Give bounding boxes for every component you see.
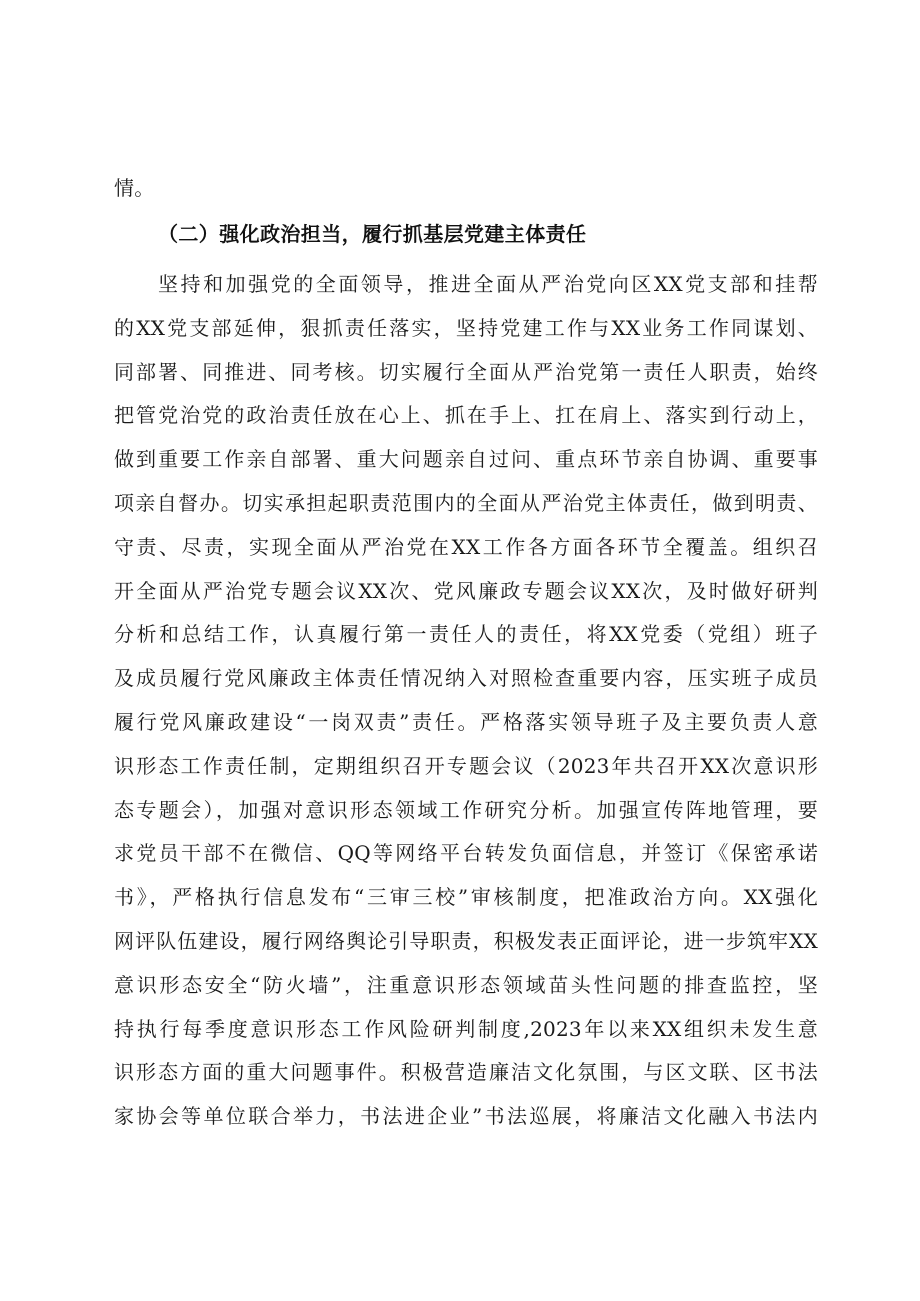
paragraph-line: 态专题会），加强对意识形态领域工作研究分析。加强宣传阵地管理，要: [114, 798, 818, 822]
paragraph-line: 同部署、同推进、同考核。切实履行全面从严治党第一责任人职责，始终: [114, 360, 818, 384]
paragraph-line: 把管党治党的政治责任放在心上、抓在手上、扛在肩上、落实到行动上，: [114, 403, 818, 427]
carryover-line: 情。: [114, 176, 155, 200]
paragraph-line: 书》，严格执行信息发布“三审三校”审核制度，把准政治方向。XX强化: [114, 885, 818, 909]
paragraph-line: 识形态工作责任制，定期组织召开专题会议（2023年共召开XX次意识形: [114, 754, 818, 778]
paragraph-line: 家协会等单位联合举力，书法进企业”书法巡展，将廉洁文化融入书法内: [114, 1104, 818, 1128]
paragraph-line: 开全面从严治党专题会议XX次、党风廉政专题会议XX次，及时做好研判: [114, 579, 818, 603]
paragraph-line: 做到重要工作亲自部署、重大问题亲自过问、重点环节亲自协调、重要事: [114, 447, 818, 471]
paragraph-line: 及成员履行党风廉政主体责任情况纳入对照检查重要内容，压实班子成员: [114, 666, 818, 690]
paragraph-line: 持执行每季度意识形态工作风险研判制度,2023年以来XX组织未发生意: [114, 1017, 818, 1041]
section-heading: （二）强化政治担当，履行抓基层党建主体责任: [158, 222, 587, 246]
paragraph-line: 项亲自督办。切实承担起职责范围内的全面从严治党主体责任，做到明责、: [114, 491, 818, 515]
paragraph-line: 网评队伍建设，履行网络舆论引导职责，积极发表正面评论，进一步筑牢XX: [114, 929, 818, 953]
paragraph-line: 分析和总结工作，认真履行第一责任人的责任，将XX党委（党组）班子: [114, 622, 818, 646]
paragraph-line: 意识形态安全“防火墙”，注重意识形态领域苗头性问题的排查监控，坚: [114, 973, 818, 997]
paragraph-line: 的XX党支部延伸，狠抓责任落实，坚持党建工作与XX业务工作同谋划、: [114, 316, 818, 340]
paragraph-line: 求党员干部不在微信、QQ等网络平台转发负面信息，并签订《保密承诺: [114, 841, 818, 865]
paragraph-line: 坚持和加强党的全面领导，推进全面从严治党向区XX党支部和挂帮: [158, 272, 818, 296]
paragraph-line: 履行党风廉政建设“一岗双责”责任。严格落实领导班子及主要负责人意: [114, 710, 818, 734]
paragraph-line: 识形态方面的重大问题事件。积极营造廉洁文化氛围，与区文联、区书法: [114, 1060, 818, 1084]
paragraph-line: 守责、尽责，实现全面从严治党在XX工作各方面各环节全覆盖。组织召: [114, 535, 818, 559]
